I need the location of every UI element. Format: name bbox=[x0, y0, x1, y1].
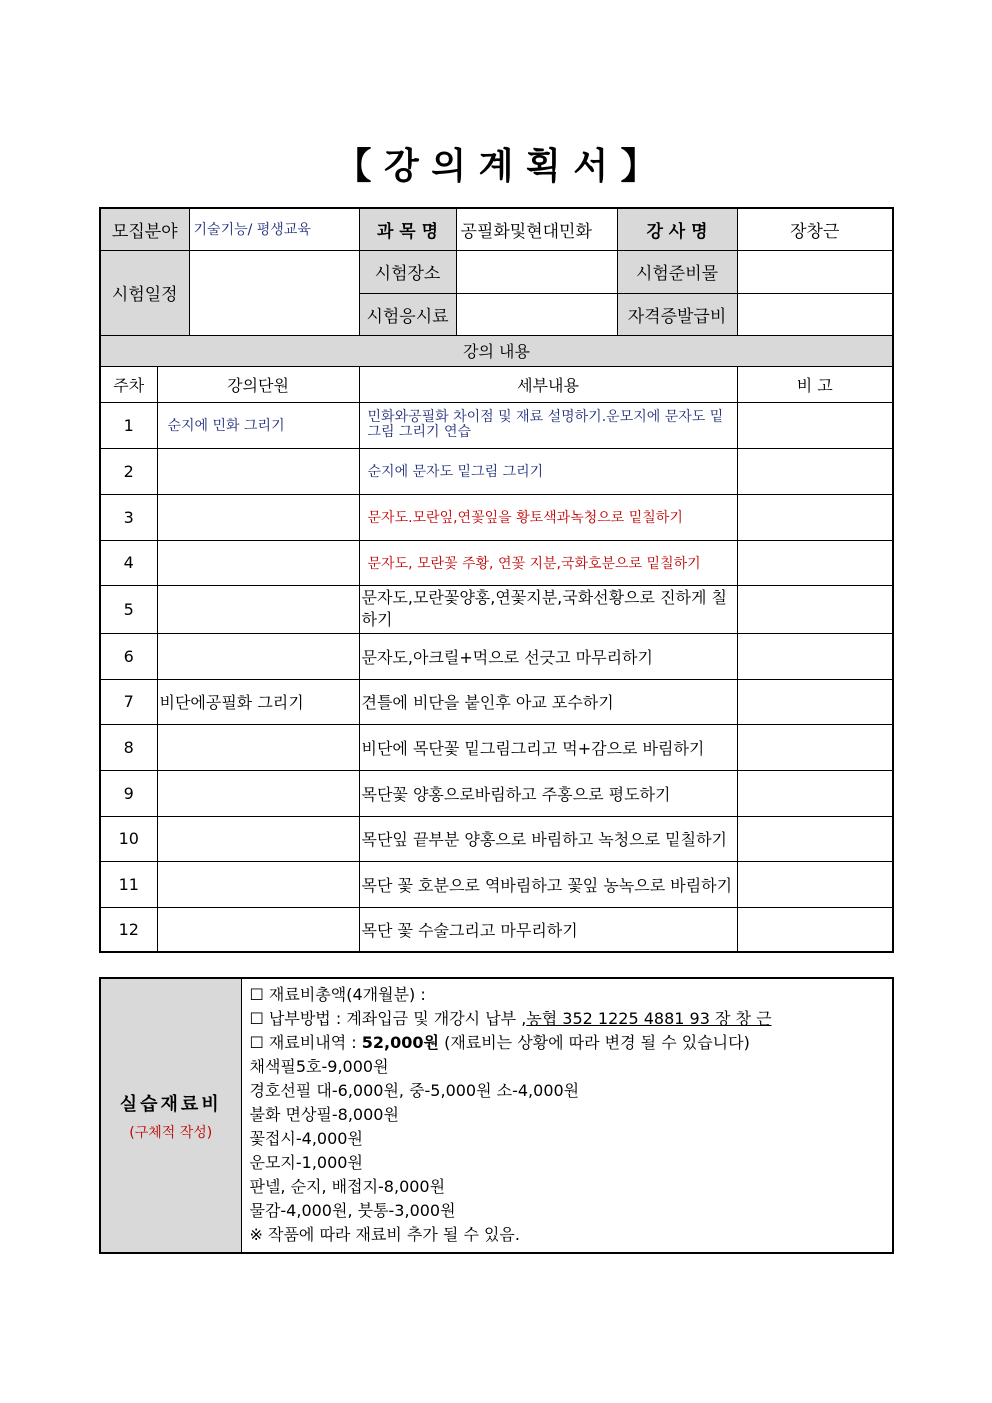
breakdown-amount: 52,000원 bbox=[361, 1033, 439, 1052]
note-cell bbox=[737, 724, 893, 770]
table-row bbox=[100, 448, 893, 494]
detail-cell: 견틀에 비단을 붙인후 아교 포수하기 bbox=[359, 679, 737, 724]
material-item: 불화 면상필-8,000원 bbox=[249, 1105, 399, 1124]
materials-payment bbox=[250, 1007, 885, 1031]
exam-place-label: 시험장소 bbox=[359, 250, 456, 293]
unit-cell bbox=[157, 448, 359, 494]
detail-cell: 문자도, 모란꽃 주황, 연꽃 지분,국화호분으로 밑칠하기 bbox=[359, 540, 737, 585]
detail-cell: 순지에 문자도 밑그림 그리기 bbox=[359, 448, 737, 494]
breakdown-label: ☐ 재료비내역 : bbox=[249, 1033, 362, 1052]
week-cell: 2 bbox=[100, 448, 157, 494]
material-item: 채색필5호-9,000원 bbox=[249, 1057, 389, 1076]
detail-cell: 문자도,모란꽃양홍,연꽃지분,국화선황으로 진하게 칠하기 bbox=[359, 585, 737, 633]
materials-breakdown bbox=[250, 1031, 885, 1055]
payment-method: ☐ 납부방법 : 계좌입금 및 개강시 납부 , bbox=[249, 1009, 527, 1028]
note-cell bbox=[737, 633, 893, 679]
week-cell: 10 bbox=[100, 816, 157, 861]
field-value: 기술기능/ 평생교육 bbox=[189, 208, 359, 250]
unit-cell bbox=[157, 770, 359, 816]
table-row bbox=[100, 907, 893, 952]
materials-label: 실습재료비 bbox=[119, 1093, 222, 1115]
note-cell bbox=[737, 540, 893, 585]
exam-schedule-value bbox=[189, 250, 359, 335]
detail-cell: 목단꽃 양홍으로바림하고 주홍으로 평도하기 bbox=[359, 770, 737, 816]
exam-prep-label: 시험준비물 bbox=[617, 250, 737, 293]
table-row bbox=[100, 494, 893, 540]
exam-prep-value bbox=[737, 250, 893, 293]
detail-cell: 민화와공필화 차이점 및 재료 설명하기.운모지에 문자도 밑그림 그리기 연습 bbox=[359, 402, 737, 448]
detail-cell: 목단잎 끝부분 양홍으로 바림하고 녹청으로 밑칠하기 bbox=[359, 816, 737, 861]
detail-cell: 목단 꽃 수술그리고 마무리하기 bbox=[359, 907, 737, 952]
col-unit: 강의단원 bbox=[157, 366, 359, 402]
unit-cell bbox=[157, 494, 359, 540]
col-week: 주차 bbox=[100, 366, 157, 402]
exam-schedule-label: 시험일정 bbox=[100, 250, 189, 335]
instructor-label: 강 사 명 bbox=[617, 208, 737, 250]
table-row bbox=[100, 861, 893, 907]
detail-cell: 비단에 목단꽃 밑그림그리고 먹+감으로 바림하기 bbox=[359, 724, 737, 770]
unit-cell bbox=[157, 816, 359, 861]
table-row bbox=[100, 402, 893, 448]
table-row bbox=[100, 633, 893, 679]
col-note: 비 고 bbox=[737, 366, 893, 402]
week-cell: 6 bbox=[100, 633, 157, 679]
week-cell: 8 bbox=[100, 724, 157, 770]
unit-cell bbox=[157, 861, 359, 907]
note-cell bbox=[737, 585, 893, 633]
table-row bbox=[100, 724, 893, 770]
note-cell bbox=[737, 494, 893, 540]
table-row bbox=[100, 679, 893, 724]
unit-cell bbox=[157, 585, 359, 633]
materials-total: ☐ 재료비총액(4개월분) : bbox=[249, 985, 426, 1004]
note-cell bbox=[737, 679, 893, 724]
page-title: 【 강 의 계 획 서 】 bbox=[335, 146, 657, 187]
exam-place-value bbox=[456, 250, 617, 293]
note-cell bbox=[737, 816, 893, 861]
week-cell: 3 bbox=[100, 494, 157, 540]
material-item: 운모지-1,000원 bbox=[249, 1153, 363, 1172]
materials-label-cell bbox=[100, 978, 241, 1253]
note-cell bbox=[737, 907, 893, 952]
note-cell bbox=[737, 861, 893, 907]
week-cell: 1 bbox=[100, 402, 157, 448]
week-cell: 9 bbox=[100, 770, 157, 816]
materials-content bbox=[241, 978, 893, 1253]
note-cell bbox=[737, 448, 893, 494]
week-cell: 5 bbox=[100, 585, 157, 633]
material-item: 판넬, 순지, 배접지-8,000원 bbox=[249, 1177, 446, 1196]
week-cell: 7 bbox=[100, 679, 157, 724]
unit-cell bbox=[157, 633, 359, 679]
exam-fee-value bbox=[456, 293, 617, 335]
unit-cell bbox=[157, 540, 359, 585]
week-cell: 11 bbox=[100, 861, 157, 907]
col-detail: 세부내용 bbox=[359, 366, 737, 402]
field-label: 모집분야 bbox=[100, 208, 189, 250]
unit-cell bbox=[157, 907, 359, 952]
detail-cell: 문자도,아크릴+먹으로 선긋고 마무리하기 bbox=[359, 633, 737, 679]
instructor-value: 장창근 bbox=[737, 208, 893, 250]
note-cell bbox=[737, 770, 893, 816]
unit-cell: 순지에 민화 그리기 bbox=[157, 402, 359, 448]
materials-sublabel: (구체적 작성) bbox=[129, 1124, 213, 1141]
unit-cell: 비단에공필화 그리기 bbox=[157, 679, 359, 724]
material-item: 물감-4,000원, 붓통-3,000원 bbox=[249, 1201, 456, 1220]
detail-cell: 목단 꽃 호분으로 역바림하고 꽃잎 농녹으로 바림하기 bbox=[359, 861, 737, 907]
detail-cell: 문자도.모란잎,연꽃잎을 황토색과녹청으로 밑칠하기 bbox=[359, 494, 737, 540]
breakdown-note: (재료비는 상황에 따라 변경 될 수 있습니다) bbox=[438, 1033, 750, 1052]
bank-account: 농협 352 1225 4881 93 장 창 근 bbox=[526, 1009, 772, 1028]
material-item: 꽃접시-4,000원 bbox=[249, 1129, 363, 1148]
subject-value: 공필화및현대민화 bbox=[456, 208, 617, 250]
week-cell: 4 bbox=[100, 540, 157, 585]
content-header: 강의 내용 bbox=[100, 335, 893, 366]
material-item: ※ 작품에 따라 재료비 추가 될 수 있음. bbox=[249, 1225, 520, 1244]
exam-fee-label: 시험응시료 bbox=[359, 293, 456, 335]
material-item: 경호선필 대-6,000원, 중-5,000원 소-4,000원 bbox=[249, 1081, 580, 1100]
table-row bbox=[100, 585, 893, 633]
cert-fee-label: 자격증발급비 bbox=[617, 293, 737, 335]
table-row bbox=[100, 816, 893, 861]
unit-cell bbox=[157, 724, 359, 770]
table-row bbox=[100, 770, 893, 816]
table-row bbox=[100, 540, 893, 585]
week-cell: 12 bbox=[100, 907, 157, 952]
subject-label: 과 목 명 bbox=[359, 208, 456, 250]
note-cell bbox=[737, 402, 893, 448]
cert-fee-value bbox=[737, 293, 893, 335]
lecture-plan-table bbox=[99, 207, 894, 953]
materials-table bbox=[99, 977, 894, 1254]
